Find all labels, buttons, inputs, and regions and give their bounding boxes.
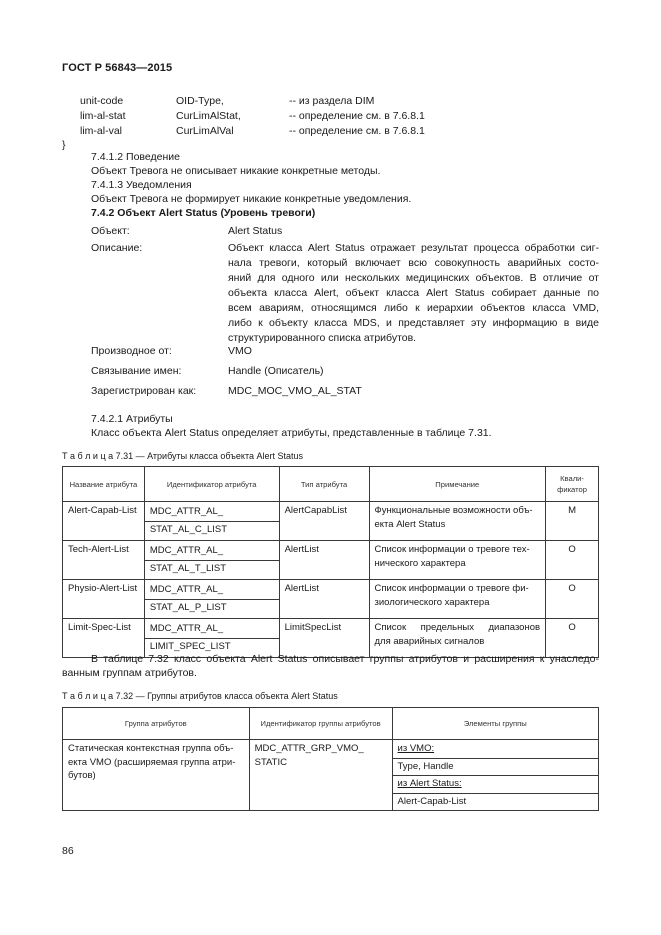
id-line: STAT_AL_T_LIST [149, 562, 227, 574]
table-row [63, 580, 599, 619]
id-line: MDC_ATTR_AL_ [145, 543, 279, 561]
id-line: MDC_ATTR_AL_ [145, 504, 279, 522]
column-header: Примечание [369, 467, 546, 502]
column-header: Тип атрибута [279, 467, 369, 502]
section-heading-alert-status: 7.4.2 Объект Alert Status (Уровень тревоги) [91, 207, 316, 219]
code-attr-type: CurLimAlStat, [176, 110, 241, 122]
cell-qualifier: M [546, 502, 599, 541]
cell-attribute-type: AlertCapabList [279, 502, 369, 541]
element-line: Alert-Capab-List [397, 795, 467, 807]
column-header: Идентификатор атрибута [144, 467, 279, 502]
code-attr-type: OID-Type, [176, 95, 224, 107]
code-attr-comment: -- определение см. в 7.6.8.1 [289, 110, 425, 122]
section-heading-notifications: 7.4.1.3 Уведомления [91, 179, 192, 191]
table-732-caption: Т а б л и ц а 7.32 — Группы атрибутов класса объекта Alert Status [62, 691, 338, 701]
description-line: яний для одного или нескольких медицинских объектов. В отличие от [228, 272, 599, 284]
description-line: нала тревоги, который включает всю совокупность аварийных состо- [228, 257, 599, 269]
element-source: из VMO: [397, 743, 435, 754]
cell-note: Функциональные возможности объ-екта Alert Status [369, 502, 546, 541]
description-text [228, 241, 599, 346]
code-attr-type: CurLimAlVal [176, 125, 234, 137]
code-attr-name: lim-al-stat [80, 110, 126, 122]
section-heading-behaviour: 7.4.1.2 Поведение [91, 151, 180, 163]
registered-value: MDC_MOC_VMO_AL_STAT [228, 385, 362, 397]
element-line: Type, Handle [393, 759, 598, 777]
object-label: Объект: [91, 225, 130, 237]
description-line: Объект класса Alert Status отражает результат процесса обработки сиг- [228, 242, 599, 254]
table-732 [62, 707, 599, 811]
code-row [80, 109, 500, 124]
id-line: LIMIT_SPEC_LIST [149, 640, 231, 652]
behaviour-text: Объект Тревога не описывает никакие конкретные методы. [91, 165, 381, 177]
cell-qualifier: O [546, 619, 599, 658]
table-row [63, 502, 599, 541]
id-line: MDC_ATTR_AL_ [145, 621, 279, 639]
table-731 [62, 466, 599, 658]
table-731-caption: Т а б л и ц а 7.31 — Атрибуты класса объекта Alert Status [62, 451, 304, 461]
page-number: 86 [62, 845, 74, 857]
registered-label: Зарегистрирован как: [91, 385, 197, 397]
cell-note: Список информации о тревоге тех-нического характера [369, 541, 546, 580]
cell-group-name: Статическая контекстная группа объ-екта VMO (расширяемая группа атри-бутов) [63, 740, 250, 811]
id-line: MDC_ATTR_AL_ [145, 582, 279, 600]
table-header-row [63, 708, 599, 740]
object-value: Alert Status [228, 225, 283, 237]
element-line [393, 776, 598, 794]
cell-attribute-name: Tech-Alert-List [63, 541, 145, 580]
column-header: Идентификатор группы атрибутов [249, 708, 392, 740]
document-header: ГОСТ Р 56843—2015 [62, 62, 173, 74]
naming-label: Связывание имен: [91, 365, 182, 377]
attributes-text: Класс объекта Alert Status определяет атрибуты, представленные в таблице 7.31. [91, 427, 492, 439]
description-label: Описание: [91, 242, 143, 254]
table-row [63, 541, 599, 580]
column-header: Название атрибута [63, 467, 145, 502]
cell-attribute-id [144, 580, 279, 619]
element-line [393, 741, 598, 759]
element-source: из Alert Status: [397, 778, 462, 789]
notifications-text: Объект Тревога не формирует никакие конкретные уведомления. [91, 193, 412, 205]
note-line: для аварийных сигналов [374, 635, 485, 647]
cell-qualifier: O [546, 541, 599, 580]
table-row [63, 740, 599, 811]
naming-value: Handle (Описатель) [228, 365, 324, 377]
code-attr-comment: -- из раздела DIM [289, 95, 375, 107]
description-line: всем авариям, относящимся либо к иерархии объектов класса VMD, [228, 302, 599, 314]
code-closing-brace: } [62, 139, 66, 151]
code-attr-name: unit-code [80, 95, 124, 107]
code-row [80, 124, 500, 139]
id-line: STAT_AL_C_LIST [149, 523, 228, 535]
note-line: Список предельных диапазонов [374, 622, 541, 633]
description-line: объекта класса Alert, объект класса Alert Status собирает данные по [228, 287, 599, 299]
cell-note: Список информации о тревоге фи-зиологического характера [369, 580, 546, 619]
cell-attribute-id [144, 541, 279, 580]
cell-group-elements [392, 740, 598, 811]
derived-label: Производное от: [91, 345, 172, 357]
column-header: Элементы группы [392, 708, 598, 740]
column-header: Группа атрибутов [63, 708, 250, 740]
code-attr-name: lim-al-val [80, 125, 122, 137]
cell-attribute-name: Alert-Capab-List [63, 502, 145, 541]
table-header-row [63, 467, 599, 502]
description-line: структурированного списка атрибутов. [228, 332, 417, 344]
cell-attribute-type: AlertList [279, 580, 369, 619]
column-header: Квали-фикатор [546, 467, 599, 502]
cell-attribute-id [144, 502, 279, 541]
derived-value: VMO [228, 345, 252, 357]
id-line: STAT_AL_P_LIST [149, 601, 227, 613]
attributes-heading: 7.4.2.1 Атрибуты [91, 413, 173, 425]
code-block [80, 94, 500, 139]
cell-attribute-type: LimitSpecList [279, 619, 369, 658]
code-row [80, 94, 500, 109]
cell-attribute-name: Limit-Spec-List [63, 619, 145, 658]
cell-attribute-name: Physio-Alert-List [63, 580, 145, 619]
table-732-intro: В таблице 7.32 класс объекта Alert Status описывает группы атрибутов и расширения к унаследо-ванным группам атрибутов. [62, 653, 599, 679]
cell-qualifier: O [546, 580, 599, 619]
cell-attribute-type: AlertList [279, 541, 369, 580]
code-attr-comment: -- определение см. в 7.6.8.1 [289, 125, 425, 137]
description-line: либо к объекту класса MDS, и представляет эту информацию в виде [228, 317, 599, 329]
cell-group-id: MDC_ATTR_GRP_VMO_ STATIC [249, 740, 392, 811]
